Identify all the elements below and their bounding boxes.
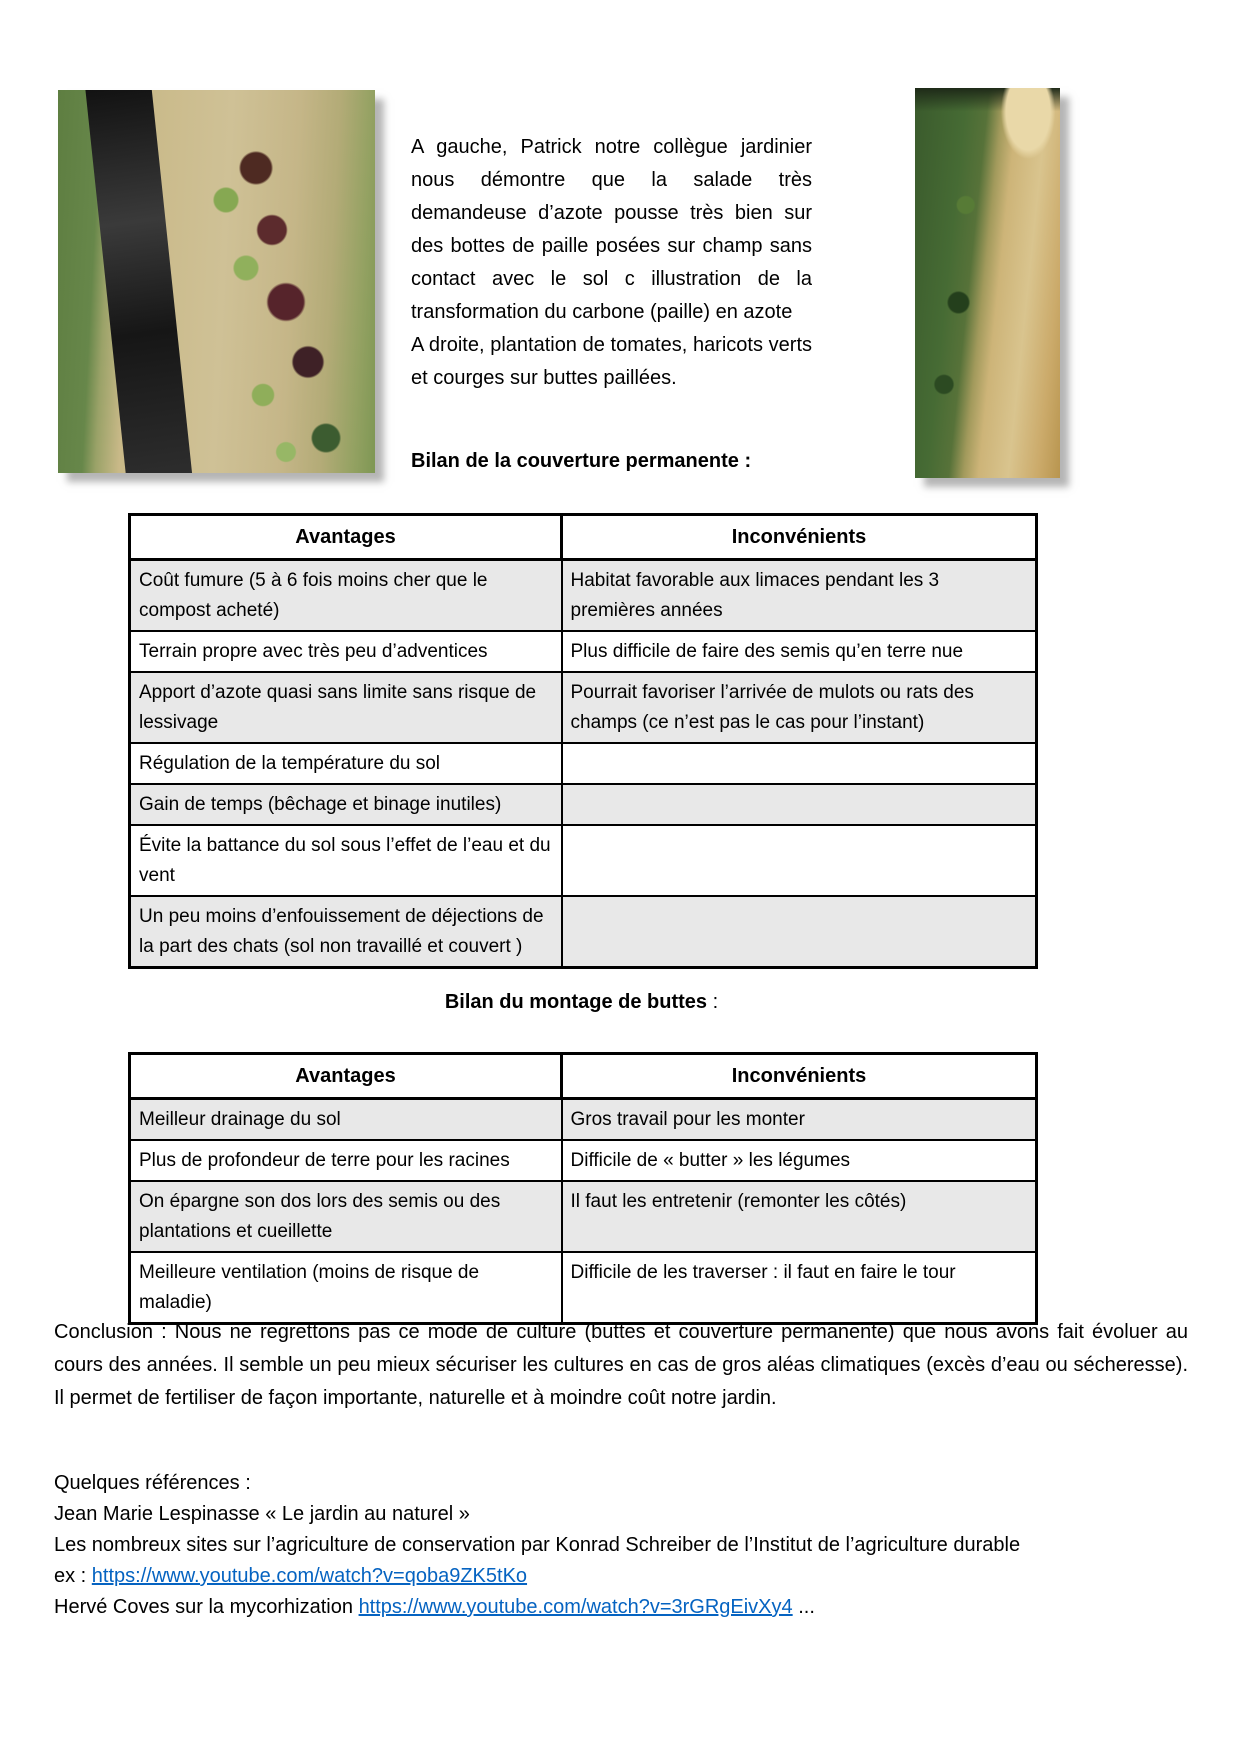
reference-link-line-2: [54, 1592, 1204, 1623]
table-row: [130, 631, 1037, 672]
table-cell: Habitat favorable aux limaces pendant les 3 premières années: [562, 560, 1037, 632]
link1-prefix: ex :: [54, 1565, 92, 1587]
table-cell: Évite la battance du sol sous l’effet de l’eau et du vent: [130, 825, 562, 896]
reference-schreiber: Les nombreux sites sur l’agriculture de conservation par Konrad Schreiber de l’Institut de l’agriculture durable: [54, 1534, 1021, 1556]
montage-buttes-table: [128, 1052, 1038, 1325]
section1-heading: Bilan de la couverture permanente :: [411, 450, 752, 472]
inconvenients-header: Inconvénients: [562, 515, 1037, 560]
table-row: [130, 1181, 1037, 1252]
table-cell: Meilleur drainage du sol: [130, 1099, 562, 1141]
reference-link-line-1: [54, 1561, 1204, 1592]
table-cell: On épargne son dos lors des semis ou des plantations et cueillette: [130, 1181, 562, 1252]
table-row: [130, 896, 1037, 968]
section2-heading-bold: Bilan du montage de buttes: [444, 991, 708, 1013]
mulched-butte-photo: [915, 88, 1060, 478]
references-title: Quelques références :: [54, 1472, 251, 1494]
table-cell: Un peu moins d’enfouissement de déjections de la part des chats (sol non travaillé et couvert ): [130, 896, 562, 968]
table-row: [130, 743, 1037, 784]
table-row: [130, 1140, 1037, 1181]
conclusion-paragraph: Conclusion : Nous ne regrettons pas ce mode de culture (buttes et couverture permanente) que nous avons fait évoluer au cours des années. Il semble un peu mieux sécuriser les cultures en cas de gros aléas climatiques (excès d’eau ou sécheresse). Il permet de fertiliser de façon importante, naturelle et à moindre coût notre jardin.: [54, 1321, 1188, 1409]
inconvenients-header: Inconvénients: [562, 1054, 1037, 1099]
avantages-header: Avantages: [130, 1054, 562, 1099]
table-cell: [562, 896, 1037, 968]
table-cell: Pourrait favoriser l’arrivée de mulots ou rats des champs (ce n’est pas le cas pour l’instant): [562, 672, 1037, 743]
table-row: [130, 672, 1037, 743]
table-cell: [562, 825, 1037, 896]
table-cell: Gain de temps (bêchage et binage inutiles): [130, 784, 562, 825]
avantages-header: Avantages: [130, 515, 562, 560]
table-cell: Terrain propre avec très peu d’adventices: [130, 631, 562, 672]
table-cell: Plus difficile de faire des semis qu’en terre nue: [562, 631, 1037, 672]
intro-text-right: A droite, plantation de tomates, haricots verts et courges sur buttes paillées.: [411, 334, 812, 389]
intro-text-left: A gauche, Patrick notre collègue jardinier nous démontre que la salade très demandeuse d’azote pousse très bien sur des bottes de paille posées sur champ sans contact avec le sol c illustration de la transformation du carbone (paille) en azote: [411, 136, 812, 323]
intro-paragraph: [411, 131, 812, 395]
youtube-link-1[interactable]: https://www.youtube.com/watch?v=qoba9ZK5tKo: [91, 1565, 528, 1587]
table-cell: Apport d’azote quasi sans limite sans risque de lessivage: [130, 672, 562, 743]
section2-heading-colon: :: [707, 991, 719, 1013]
reference-lespinasse: Jean Marie Lespinasse « Le jardin au naturel »: [54, 1503, 470, 1525]
table-cell: Coût fumure (5 à 6 fois moins cher que le compost acheté): [130, 560, 562, 632]
table-header-row: [130, 1054, 1037, 1099]
table-cell: [562, 743, 1037, 784]
table-row: [130, 1252, 1037, 1324]
table-row: [130, 1099, 1037, 1141]
table-cell: Difficile de « butter » les légumes: [562, 1140, 1037, 1181]
table-cell: Il faut les entretenir (remonter les côtés): [562, 1181, 1037, 1252]
table-cell: Gros travail pour les monter: [562, 1099, 1037, 1141]
references-block: [54, 1468, 1204, 1623]
table-cell: Régulation de la température du sol: [130, 743, 562, 784]
section2-heading: [128, 991, 1035, 1014]
straw-bale-lettuce-photo: [58, 90, 375, 473]
table-cell: Meilleure ventilation (moins de risque de maladie): [130, 1252, 562, 1324]
youtube-link-2[interactable]: https://www.youtube.com/watch?v=3rGRgEivXy4: [358, 1596, 793, 1618]
table-cell: Plus de profondeur de terre pour les racines: [130, 1140, 562, 1181]
table-row: [130, 784, 1037, 825]
table-header-row: [130, 515, 1037, 560]
black-plastic-strip: [85, 90, 194, 473]
table-row: [130, 560, 1037, 632]
table-row: [130, 825, 1037, 896]
link2-suffix: ...: [792, 1596, 815, 1618]
link2-prefix: Hervé Coves sur la mycorhization: [54, 1596, 359, 1618]
couverture-permanente-table: [128, 513, 1038, 969]
table-cell: [562, 784, 1037, 825]
table-cell: Difficile de les traverser : il faut en faire le tour: [562, 1252, 1037, 1324]
